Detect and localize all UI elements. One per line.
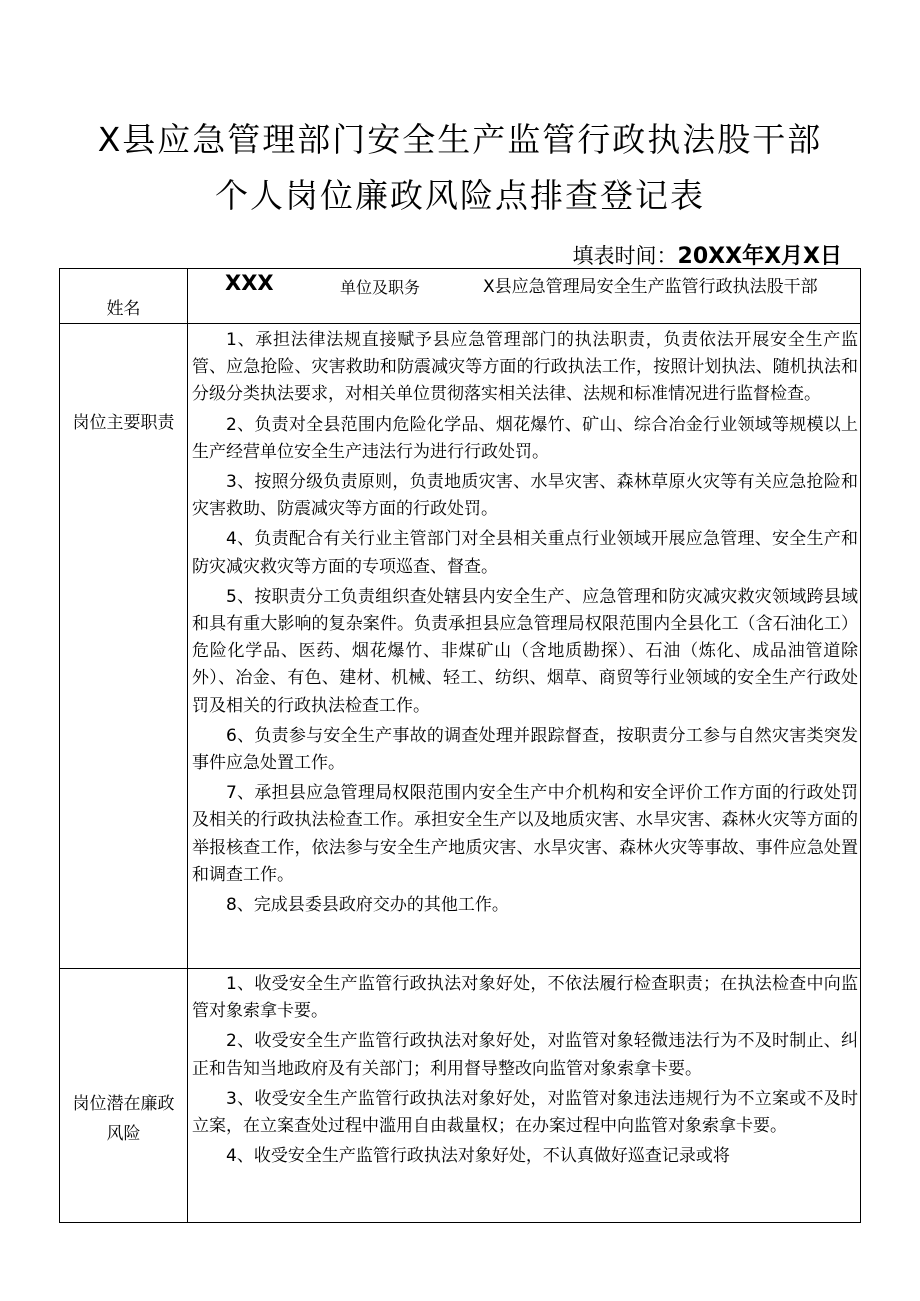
duty-item: 4、负责配合有关行业主管部门对全县相关重点行业领域开展应急管理、安全生产和防灾减灾救灾等方面的专项巡查、督查。: [192, 529, 858, 577]
duty-item: 5、按职责分工负责组织查处辖县内安全生产、应急管理和防灾减灾救灾领域跨县域和具有重大影响的复杂案件。负责承担县应急管理局权限范围内全县化工（含石油化工）危险化学品、医药、烟花爆竹、非煤矿山（含地质勘探）、石油（炼化、成品油管道除外）、冶金、有色、建材、机械、轻工、纺织、烟草、商贸等行业领域的安全生产行政处罚及相关的行政执法检查工作。: [192, 586, 858, 716]
registration-table: [59, 268, 861, 1223]
risk-item: 2、收受安全生产监管行政执法对象好处，对监管对象轻微违法行为不及时制止、纠正和告知当地政府及有关部门；利用督导整改向监管对象索拿卡要。: [192, 1031, 858, 1079]
fill-date-label: 填表时间：: [572, 244, 678, 268]
document-title-line1: X县应急管理部门安全生产监管行政执法股干部: [97, 120, 823, 159]
duties-label: 岗位主要职责: [72, 413, 175, 433]
risk-cell: [192, 971, 858, 1206]
risk-item: 3、收受安全生产监管行政执法对象好处，对监管对象违法违规行为不立案或不及时立案，在立案查处过程中滥用自由裁量权；在办案过程中向监管对象索拿卡要。: [192, 1088, 858, 1137]
row-divider: [60, 968, 860, 969]
name-label: 姓名: [106, 299, 141, 319]
duty-item: 2、负责对全县范围内危险化学品、烟花爆竹、矿山、综合冶金行业领域等规模以上生产经营单位安全生产违法行为进行行政处罚。: [192, 414, 858, 462]
risk-item: 4、收受安全生产监管行政执法对象好处，不认真做好巡查记录或将: [226, 1146, 730, 1167]
duties-cell: [192, 327, 858, 967]
fill-date-value: 20XX年X月X日: [677, 244, 842, 269]
risk-item: 1、收受安全生产监管行政执法对象好处，不依法履行检查职责；在执法检查中向监管对象索拿卡要。: [192, 974, 858, 1022]
duty-item: 8、完成县委县政府交办的其他工作。: [226, 895, 509, 916]
risk-label: 岗位潜在廉政风险: [72, 1094, 175, 1144]
unit-label: 单位及职务: [340, 278, 421, 297]
duty-item: 1、承担法律法规直接赋予县应急管理部门的执法职责，负责依法开展安全生产监管、应急抢险、灾害救助和防震减灾等方面的行政执法工作，按照计划执法、随机执法和分级分类执法要求，对相关单位贯彻落实相关法律、法规和标准情况进行监督检查。: [192, 330, 858, 405]
unit-value: X县应急管理局安全生产监管行政执法股干部: [483, 277, 818, 297]
document-title-line2: 个人岗位廉政风险点排查登记表: [215, 176, 705, 215]
fill-date: [573, 239, 842, 270]
name-value: XXX: [225, 271, 274, 295]
row-divider: [60, 323, 860, 324]
duty-item: 3、按照分级负责原则，负责地质灾害、水旱灾害、森林草原火灾等有关应急抢险和灾害救助、防震减灾等方面的行政处罚。: [192, 472, 858, 520]
column-divider: [187, 269, 188, 1222]
duty-item: 7、承担县应急管理局权限范围内安全生产中介机构和安全评价工作方面的行政处罚及相关的行政执法检查工作。承担安全生产以及地质灾害、水旱灾害、森林火灾等方面的举报核查工作，依法参与安全生产地质灾害、水旱灾害、森林火灾等事故、事件应急处置和调查工作。: [192, 783, 858, 885]
duty-item: 6、负责参与安全生产事故的调查处理并跟踪督查，按职责分工参与自然灾害类突发事件应急处置工作。: [192, 725, 858, 774]
